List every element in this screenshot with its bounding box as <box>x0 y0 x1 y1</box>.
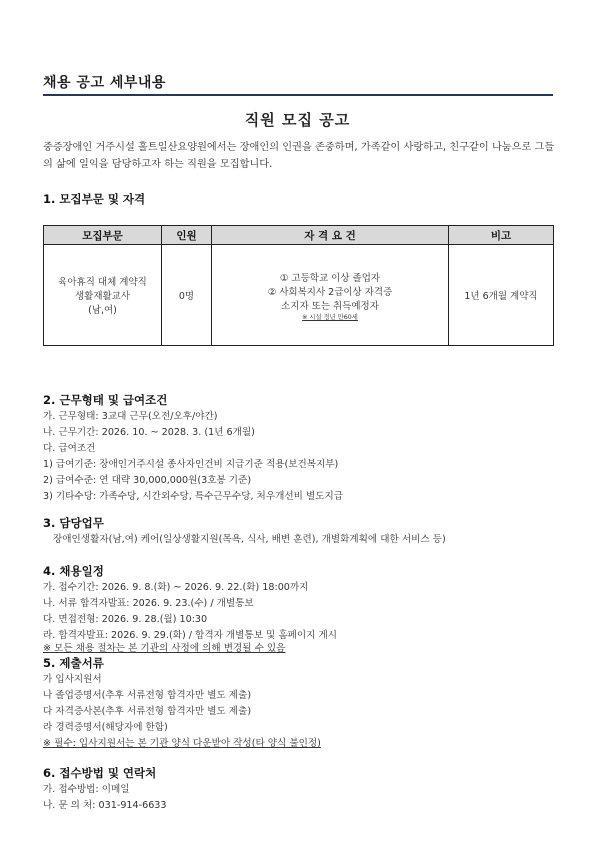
qualification-line: 소지자 또는 취득예정자 <box>281 300 379 312</box>
list-item: 장애인생활자(남,여) 케어(일상생활지원(목욕, 식사, 배변 훈련), 개별화계획에 대한 서비스 등) <box>53 534 446 545</box>
list-item: 나. 문 의 처: 031-914-6633 <box>43 800 167 811</box>
division-line: 육아휴직 대체 계약직 <box>58 277 147 288</box>
col-header-qualifications: 자 격 요 건 <box>212 226 449 245</box>
schedule-notice: ※ 모든 채용 절차는 본 기관의 사정에 의해 변경될 수 있음 <box>43 643 286 654</box>
list-item: 3) 기타수당: 가족수당, 시간외수당, 특수근무수당, 처우개선비 별도지급 <box>43 491 344 502</box>
documents-notice: ※ 필수: 입사지원서는 본 기관 양식 다운받아 작성(타 양식 불인정) <box>43 738 321 749</box>
division-line: (남,여) <box>88 305 117 316</box>
list-item: 라. 합격자발표: 2026. 9. 29.(화) / 합격자 개별통보 및 홈페이지 게시 <box>43 630 337 641</box>
cell-remark: 1년 6개월 계약직 <box>449 245 554 346</box>
list-item: 다 자격증사본(추후 서류전형 합격자만 별도 제출) <box>43 706 252 717</box>
list-item: 다. 급여조건 <box>43 443 96 454</box>
list-item: 나 졸업증명서(추후 서류전형 합격자만 별도 제출) <box>43 690 252 701</box>
division-line: 생활재활교사 <box>74 291 131 302</box>
table-header-row <box>44 226 554 245</box>
list-item: 라 경력증명서(해당자에 한함) <box>43 722 168 733</box>
document-title: 직원 모집 공고 <box>244 111 351 129</box>
list-item: 나. 서류 합격자발표: 2026. 9. 23.(수) / 개별통보 <box>43 598 254 609</box>
page-header-title: 채용 공고 세부내용 <box>43 75 166 91</box>
recruitment-table <box>43 225 554 346</box>
list-item: 가. 접수방법: 이메일 <box>43 784 130 795</box>
list-item: 2) 급여수준: 연 대략 30,000,000원(3호봉 기준) <box>43 475 252 486</box>
cell-qualifications <box>212 245 449 346</box>
section2-heading: 2. 근무형태 및 급여조건 <box>43 393 168 407</box>
section1-heading: 1. 모집부문 및 자격 <box>43 192 146 206</box>
col-header-remark: 비고 <box>449 226 554 245</box>
cell-division <box>44 245 162 346</box>
col-header-count: 인원 <box>162 226 212 245</box>
header-divider <box>43 94 553 96</box>
cell-count: 0명 <box>162 245 212 346</box>
section4-heading: 4. 채용일정 <box>43 564 104 578</box>
qualification-line: ② 사회복지사 2급이상 자격증 <box>267 286 393 298</box>
list-item: 가. 접수기간: 2026. 9. 8.(화) ~ 2026. 9. 22.(화) 18:00까지 <box>43 582 309 593</box>
section3-heading: 3. 담당업무 <box>43 516 104 530</box>
intro-paragraph: 중증장애인 거주시설 홀트일산요양원에서는 장애인의 인권을 존중하며, 가족같이 사랑하고, 친구같이 나눔으로 그들의 삶에 일익을 담당하고자 하는 직원을 모집합니다. <box>43 142 555 170</box>
retirement-note: ※ 시설 정년 만60세 <box>302 313 358 321</box>
list-item: 나. 근무기간: 2026. 10. ~ 2028. 3. (1년 6개월) <box>43 427 255 438</box>
col-header-division: 모집부문 <box>44 226 162 245</box>
table-row <box>44 245 554 346</box>
section6-heading: 6. 접수방법 및 연락처 <box>43 766 157 780</box>
list-item: 가. 근무형태: 3교대 근무(오전/오후/야간) <box>43 411 218 422</box>
list-item: 1) 급여기준: 장애인거주시설 종사자인건비 지급기준 적용(보건복지부) <box>43 459 339 470</box>
list-item: 다. 면접전형: 2026. 9. 28.(월) 10:30 <box>43 614 208 625</box>
section5-heading: 5. 제출서류 <box>43 656 104 670</box>
qualification-line: ① 고등학교 이상 졸업자 <box>279 272 381 284</box>
list-item: 가 입사지원서 <box>43 674 102 685</box>
